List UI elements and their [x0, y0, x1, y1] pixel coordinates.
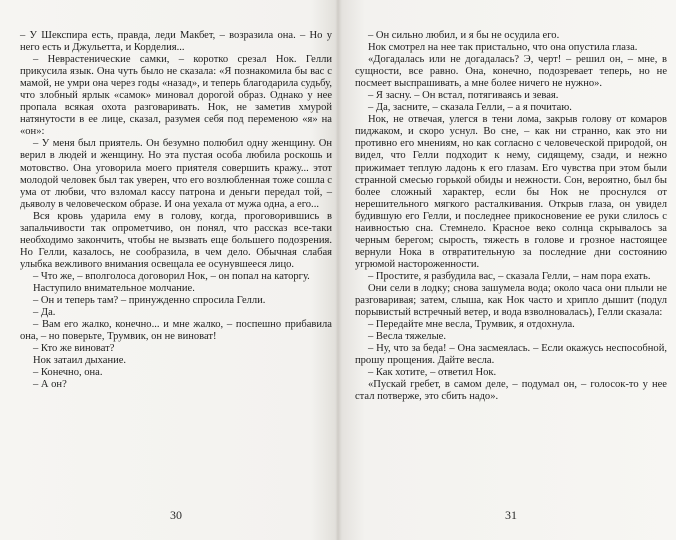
paragraph: Вся кровь ударила ему в голову, когда, проговорившись в запальчивости так опрометчиво, он понял, что рассказ все-таки необходимо закончить, чтобы не вызвать еще большего подозрения. Но Гелли, казалось, не сообразила, в чем дело. Обычная слабая улыбка вежливого внимания освещала ее осунувшееся лицо.	[20, 210, 332, 270]
paragraph: – Да.	[33, 307, 56, 319]
paragraph: – Конечно, она.	[33, 367, 103, 379]
paragraph: – Я засну. – Он встал, потягиваясь и зевая.	[368, 90, 559, 102]
paragraph: – Ну, что за беда! – Она засмеялась. – Если окажусь неспособной, прошу прощения. Дайте весла.	[355, 343, 667, 367]
paragraph: – Он и теперь там? – принужденно спросила Гелли.	[33, 295, 266, 307]
paragraph: – Вам его жалко, конечно... и мне жалко, – поспешно прибавила она, – но поверьте, Трумвик, он не виноват!	[20, 319, 332, 343]
paragraph: – Неврастенические самки, – коротко срезал Нок. Гелли прикусила язык. Она чуть было не сказала: «Я познакомила бы вас с мамой, не умри она через годы «назад», и теперь благодарила судьбу, что злобный ярлык «самок» миновал дорогой образ. Однако у нее пропала всякая охота разговаривать. Нок, не заметив хмурой натянутости в ее лице, сказал, разумея себя под переменою «я» на «он»:	[20, 54, 332, 138]
left-page	[20, 30, 332, 540]
paragraph: Наступило внимательное молчание.	[33, 282, 195, 294]
paragraph: – У меня был приятель. Он безумно полюбил одну женщину. Он верил в людей и женщину. Но эта пустая особа любила роскошь и мотовство. Она уговорила моего приятеля совершить кражу... этот молодой человек был так уверен, что его возлюбленная тоже сошла с ума от любви, что взломал кассу патрона и деньги передал той, – дьяволу в человеческом образе. И она уехала от мужа одна, а его...	[20, 138, 332, 210]
paragraph: «Догадалась или не догадалась? Э, черт! – решил он, – мне, в сущности, все равно. Она, конечно, подозревает теперь, но не посмеет выспрашивать, а мне более ничего не нужно».	[355, 54, 667, 90]
paragraph: Они сели в лодку; снова зашумела вода; около часа они плыли не разговаривая; затем, слыша, как Нок часто и хрипло дышит (подул порывистый встречный ветер, и вода взволновалась), Гелли сказала:	[355, 282, 667, 319]
paragraph: Нок затаил дыхание.	[33, 355, 127, 367]
right-page	[355, 30, 667, 540]
paragraph: Нок смотрел на нее так пристально, что она опустила глаза.	[368, 42, 638, 54]
paragraph: – Что же, – вполголоса договорил Нок, – он попал на каторгу.	[33, 270, 310, 282]
paragraph: «Пускай гребет, в самом деле, – подумал он, – голосок-то у нее стал потверже, это сбить надо».	[355, 379, 667, 403]
paragraph: – Весла тяжелые.	[368, 331, 446, 343]
paragraph: – А он?	[33, 379, 67, 391]
paragraph: – Как хотите, – ответил Нок.	[368, 367, 497, 379]
paragraph: – Да, засните, – сказала Гелли, – а я почитаю.	[368, 102, 572, 114]
right-page-text	[355, 30, 667, 403]
paragraph: – У Шекспира есть, правда, леди Макбет, – возразила она. – Но у него есть и Джульетта, и Корделия...	[20, 30, 332, 54]
page-number-right: 31	[505, 508, 517, 522]
paragraph: – Передайте мне весла, Трумвик, я отдохнула.	[368, 319, 575, 331]
paragraph: Нок, не отвечая, улегся в тени лома, закрыв голову от комаров пиджаком, и скоро уснул. Во сне, – как ни странно, как это ни противно его мнениям, но как согласно с человеческой природой, он видел, что Гелли подходит к нему, сидящему, сзади, и нежно прижимает теплую ладонь к его глазам. Его чувства при этом были странной смесью горькой обиды и нежности. Сон, вероятно, был бы более сложный характер, если бы Нок не проснулся от нерешительного мягкого расталкивания. Открыв глаза, он увидел будившую его Гелли, и последнее прикосновение ее руки слилось с наивностью сна. Стемнело. Красное веко солнца скрывалось за черным берегом; сырость, тяжесть в голове и грозное настоящее вернули Нока в отвратительную за последние дни состоянию угрюмой настороженности.	[355, 114, 667, 270]
paragraph: – Он сильно любил, и я бы не осудила его.	[368, 30, 560, 41]
page-number-left: 30	[170, 508, 182, 522]
paragraph: – Кто же виноват?	[33, 343, 115, 355]
left-page-text	[20, 30, 332, 391]
paragraph: – Простите, я разбудила вас, – сказала Гелли, – нам пора ехать.	[368, 270, 651, 282]
